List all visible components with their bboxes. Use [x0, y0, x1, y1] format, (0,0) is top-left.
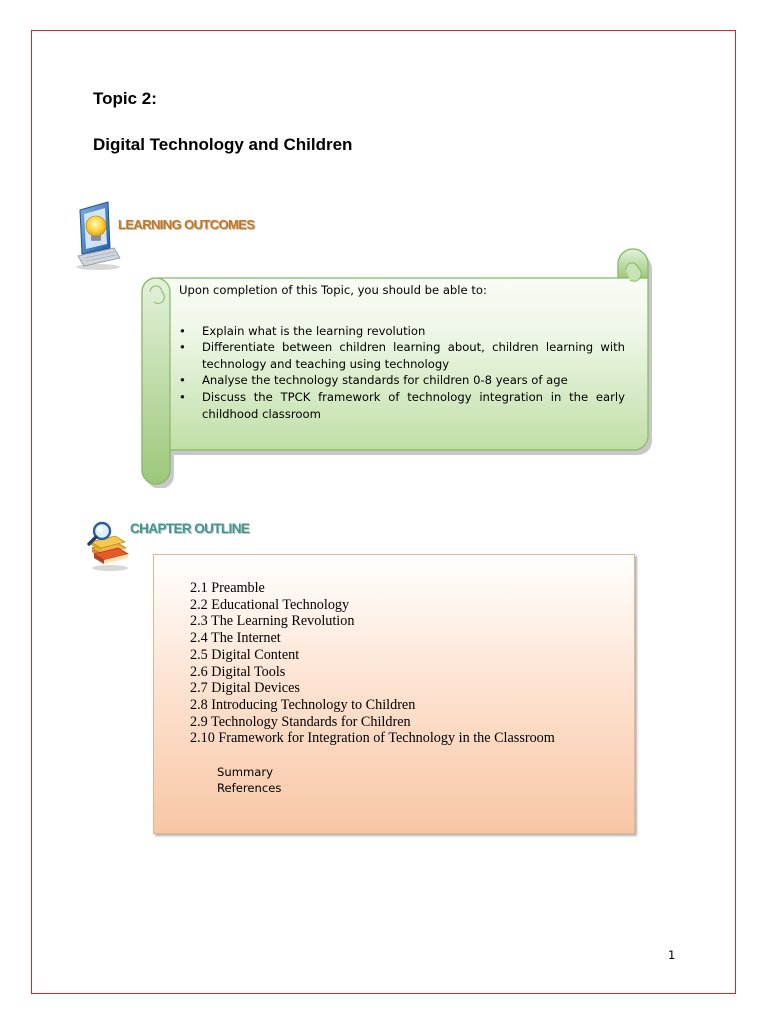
chapter-outline-extras [217, 764, 281, 797]
list-item [179, 389, 625, 422]
chapter-outline-box [153, 554, 635, 834]
list-item: 2.6 Digital Tools [190, 663, 286, 680]
list-item: 2.5 Digital Content [190, 646, 300, 663]
chapter-outline-heading: CHAPTER OUTLINE [130, 521, 250, 536]
list-item [179, 323, 625, 340]
summary-item: Summary [217, 765, 274, 779]
outcome-text: Discuss the TPCK framework of technology integration in the early childhood classroom [202, 389, 625, 421]
list-item: 2.3 The Learning Revolution [190, 613, 355, 630]
bullet: • [179, 389, 186, 404]
topic-label: Topic 2: [93, 89, 157, 108]
outcome-text: Explain what is the learning revolution [202, 323, 426, 338]
list-item: 2.2 Educational Technology [190, 596, 350, 613]
bullet: • [179, 323, 186, 338]
page-number: 1 [668, 948, 676, 962]
learning-outcomes-intro: Upon completion of this Topic, you should be able to: [179, 283, 487, 297]
list-item: 2.1 Preamble [190, 580, 265, 596]
list-item [179, 339, 625, 372]
chapter-outline-list [190, 580, 555, 747]
list-item: 2.9 Technology Standards for Children [190, 713, 411, 730]
learning-outcomes-list [179, 323, 625, 423]
list-item: 2.8 Introducing Technology to Children [190, 696, 416, 713]
list-item: 2.10 Framework for Integration of Technology in the Classroom [190, 730, 555, 747]
list-item [179, 372, 625, 389]
learning-outcomes-content [179, 282, 625, 422]
bullet: • [179, 340, 186, 355]
outcome-text: Analyse the technology standards for children 0-8 years of age [202, 373, 568, 388]
bullet: • [179, 373, 186, 388]
topic-title: Digital Technology and Children [93, 135, 353, 154]
page-border [31, 30, 736, 994]
list-item: 2.7 Digital Devices [190, 680, 300, 697]
lightbulb-computer-icon [74, 198, 124, 272]
books-magnifier-icon [86, 518, 130, 572]
references-item: References [217, 781, 282, 796]
list-item: 2.4 The Internet [190, 630, 281, 647]
learning-outcomes-heading: LEARNING OUTCOMES [118, 217, 255, 232]
outcome-text: Differentiate between children learning about, children learning with technology and teaching using technology [202, 340, 625, 371]
